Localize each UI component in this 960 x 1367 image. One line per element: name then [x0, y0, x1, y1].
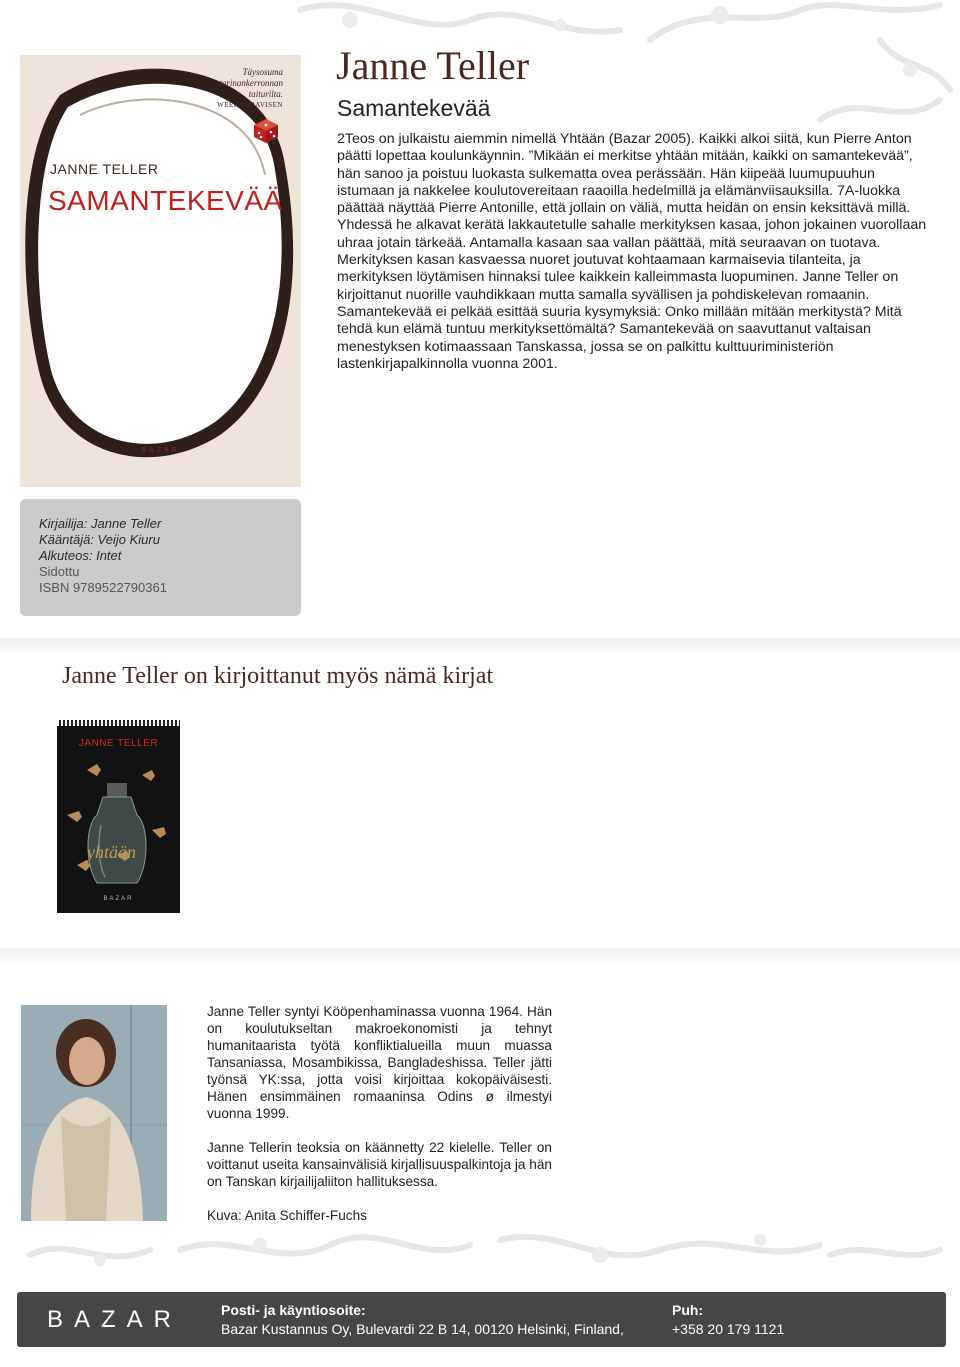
phone-label: Puh: — [672, 1302, 704, 1318]
address-label: Posti- ja käyntiosoite: — [221, 1302, 366, 1318]
info-isbn: ISBN 9789522790361 — [39, 580, 167, 595]
book-description: 2Teos on julkaistu aiemmin nimellä Yhtään (Bazar 2005). Kaikki alkoi siitä, kun Pierre Anton päätti lopettaa koulunkäynnin. ”Mikään ei merkitse yhtään mitään, kaikki on samantekevää”, hän sanoo ja poistuu luokasta sulkematta ovea perässään. Hän kiipeää luumupuuhun istumaan ja nakkelee koulutovereitaan raaoilla hedelmillä ja elämänviisauksilla. 7A-luokka päättää näyttää Pierre Antonille, että jollain on väliä, mutta heidän on ensin keksittävä millä. Yhdessä he alkavat kerätä lakkautetulle sahalle merkityksen kasaa, johon jokainen vuorollaan uhraa jotain tärkeää. Antamalla kasaan saa vallan päättää, mitä seuraavan on tuotava. Merkityksen kasan kasvaessa nuoret joutuvat kohtaamaan karmaisevia tilanteita, ja merkityksen löytämisen hinnaksi tulee kaikkein kalleimmasta luopuminen. Janne Teller on kirjoittanut nuorille vauhdikkaan mutta samalla syvällisen ja pohdiskelevan romaanin. Samantekevää ei pelkää esittää suuria kysymyksiä: Onko millään mitään merkitystä? Mitä tehdä kun elämä tuntuu merkityksettömältä? Samantekevää on saavuttanut valtaisan menestyksen kotimaassaan Tanskassa, jossa se on palkittu kulttuuriministeriön lastenkirjapalkinnolla vuonna 2001. — [337, 131, 927, 372]
info-original-title: Alkuteos: Intet — [39, 548, 122, 563]
author-photo — [21, 1005, 167, 1221]
footer — [17, 1292, 946, 1347]
other-book-cover[interactable] — [57, 720, 180, 913]
info-binding: Sidottu — [39, 564, 80, 579]
cover-author: JANNE TELLER — [50, 161, 159, 177]
phone-number[interactable]: +358 20 179 1121 — [672, 1321, 785, 1337]
cover-perforation — [57, 720, 180, 726]
book-info-box — [20, 499, 301, 616]
photo-credit: Kuva: Anita Schiffer-Fuchs — [207, 1208, 367, 1223]
author-bio — [207, 1003, 552, 1241]
author-bio-paragraph: Janne Tellerin teoksia on käännetty 22 kielelle. Teller on voittanut useita kansainvälisiä kirjallisuuspalkintoja ja hän on Tanskan kirjailijaliiton hallituksessa. — [207, 1140, 552, 1189]
other-cover-title: yhtään — [87, 842, 136, 862]
other-books-heading: Janne Teller on kirjoittanut myös nämä kirjat — [62, 663, 494, 689]
cover-publisher: BAZAR — [141, 447, 180, 454]
info-translator: Kääntäjä: Veijo Kiuru — [39, 532, 160, 547]
info-author: Kirjailija: Janne Teller — [39, 516, 162, 531]
cover-title: SAMANTEKEVÄÄ — [48, 185, 283, 216]
dice-icon — [250, 115, 282, 145]
book-author-heading: Janne Teller — [336, 43, 530, 88]
section-divider — [0, 948, 960, 966]
book-cover-image — [20, 55, 301, 487]
address: Bazar Kustannus Oy, Bulevardi 22 B 14, 00120 Helsinki, Finland, — [221, 1321, 624, 1337]
bazar-logo[interactable]: BAZAR — [47, 1306, 183, 1333]
other-cover-author: JANNE TELLER — [78, 738, 159, 749]
cover-quote: Täysosuma tarinankerronnan taiturilta. WEEKENDAVISEN — [217, 67, 283, 109]
author-portrait — [21, 1005, 167, 1221]
author-bio-paragraph: Janne Teller syntyi Kööpenhaminassa vuonna 1964. Hän on koulutukseltan makroekonomisti ja tehnyt humanitaarista työtä konfliktialueilla muun muassa Tansaniassa, Mosambikissa, Bangladeshissa. Teller jätti työnsä YK:ssa, jotta voisi kirjoittaa kokopäiväisesti. Hänen ensimmäinen romaaninsa Odins ø ilmestyi vuonna 1999. — [207, 1004, 552, 1121]
book-title: Samantekevää — [337, 95, 491, 121]
bottle-moths-graphic — [57, 755, 180, 895]
other-cover-publisher: BAZAR — [103, 896, 134, 902]
section-divider — [0, 638, 960, 656]
